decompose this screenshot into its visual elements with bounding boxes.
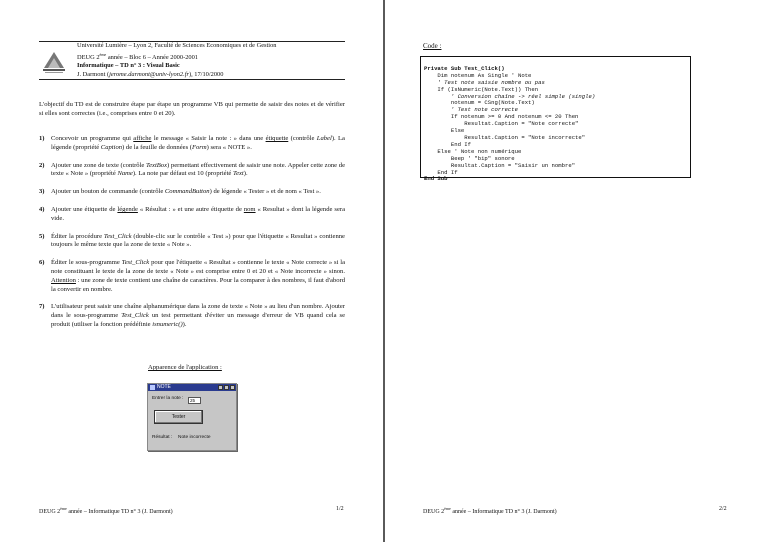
intro-paragraph: L'objectif du TD est de construire étape par étape un programme VB qui permette de saisir des notes et de vérifier si elles sont correctes (i.e., comprises entre 0 et 20).: [39, 101, 345, 117]
exercise-item: 1) Concevoir un programme qui affiche le message « Saisir la note : » dans une étiquette (contrôle Label). La légende (propriété Caption) de la feuille de données (Form) sera « NOTE ».: [39, 135, 345, 151]
minimize-icon[interactable]: [218, 385, 223, 390]
app-icon: [150, 385, 155, 390]
item-number: 4): [39, 205, 45, 213]
code-line: Resultat.Caption = "Saisir un nombre": [424, 161, 576, 169]
result-label: Résultat :: [152, 435, 173, 440]
code-line: Private Sub Test_Click(): [424, 64, 505, 72]
exercise-item: 5) Éditer la procédure Test_Click (double-clic sur le contrôle « Test ») pour que l'étiquette « Resultat » contienne toujours le même texte que la zone de texte « Note ».: [39, 232, 345, 249]
code-line: ' Conversion chaîne -> réel simple (single): [424, 92, 596, 100]
code-line: notenum = CSng(Note.Text): [424, 99, 535, 107]
app-window: [147, 383, 237, 451]
footer-left: DEUG 2ème année – Informatique TD n° 3 (J. Darmont): [39, 506, 173, 515]
close-icon[interactable]: [230, 385, 235, 390]
result-value: Note incorrecte: [178, 435, 211, 440]
document-header: [39, 41, 345, 80]
author: J. Darmont (: [77, 70, 110, 78]
note-input[interactable]: 25: [188, 397, 201, 404]
item-number: 6): [39, 259, 45, 267]
header-line-3: Informatique – TD n° 3 : Visual Basic: [77, 62, 180, 70]
exercise-list: [39, 135, 345, 339]
tester-button[interactable]: Tester: [154, 410, 203, 424]
code-line: ' Test note saisie nombre ou pas: [424, 78, 545, 86]
item-number: 3): [39, 188, 45, 196]
window-controls: [218, 385, 235, 390]
email-link[interactable]: jerome.darmont@univ-lyon2.fr: [109, 70, 189, 78]
code-line: Resultat.Caption = "Note correcte": [424, 120, 579, 128]
app-caption: Apparence de l'application :: [148, 364, 222, 371]
code-block: [420, 56, 691, 183]
university-logo-icon: [40, 46, 68, 75]
exercise-item: 7) L'utilisateur peut saisir une chaîne alphanumérique dans la zone de texte « Note » au lieu d'un nombre. Ajouter dans le sous-programme Test_Click un test permettant d'éviter un message d'erreur de VB quand cela se produit (utiliser la fonction prédéfinie isnumeric()).: [39, 303, 346, 328]
app-titlebar[interactable]: [148, 384, 236, 391]
app-title: NOTE: [157, 384, 171, 390]
header-line-1: Université Lumière – Lyon 2, Faculté de Sciences Economiques et de Gestion: [77, 42, 277, 49]
item-number: 1): [39, 135, 45, 142]
page-1: [0, 0, 383, 542]
exercise-item: 4) Ajouter une étiquette de légende « Résultat : » et une autre étiquette de nom « Resultat » dont la légende sera vide.: [39, 205, 346, 222]
page-number: 2/2: [719, 506, 727, 512]
item-number: 5): [39, 232, 45, 240]
code-line: End If: [424, 140, 471, 148]
exercise-item: 3) Ajouter un bouton de commande (contrôle CommandButton) de légende « Tester » et de nom « Test ».: [39, 188, 321, 196]
code-line: End If: [424, 168, 458, 176]
page-number: 1/2: [336, 506, 344, 512]
exercise-item: 6) Éditer le sous-programme Test_Click pour que l'étiquette « Resultat » contienne le texte « Note correcte » si la note constituant le texte de la zone de texte « Note » est comprise entre 0 et 20 et « Note incorrecte » sinon. Attention : une zone de texte contient une chaîne de caractères. Pour la comparer à des nombres, il faut d'abord la convertir en nombre.: [39, 259, 345, 293]
item-number: 7): [39, 303, 45, 311]
header-line-2: DEUG 2ème année – Bloc 6 – Année 2000-2001: [77, 51, 198, 61]
code-line: If (IsNumeric(Note.Text)) Then: [424, 85, 539, 93]
code-line: Else: [424, 127, 465, 135]
code-line: ' Test note correcte: [424, 106, 518, 114]
code-line: Resultat.Caption = "Note incorrecte": [424, 133, 586, 141]
code-line: Beep ' "bip" sonore: [424, 154, 515, 162]
code-line: End Sub: [424, 175, 448, 183]
exercise-item: 2) Ajouter une zone de texte (contrôle TextBox) permettant effectivement de saisir une note. Appeler cette zone de texte « Note » (propriété Name). La note par défaut est 10 (propriété Text).: [39, 161, 345, 178]
header-line-4: [77, 71, 276, 80]
code-caption: Code :: [423, 42, 442, 50]
code-line: Else ' Note non numérique: [424, 147, 522, 155]
footer-left: DEUG 2ème année – Informatique TD n° 3 (J. Darmont): [423, 506, 557, 515]
header-text: [77, 42, 276, 80]
date: ), 17/10/2000: [188, 70, 224, 78]
page-2: [385, 0, 768, 542]
code-line: Dim notenum As Single ' Note: [424, 71, 532, 79]
prompt-label: Entrer la note :: [152, 396, 184, 401]
item-number: 2): [39, 161, 45, 169]
maximize-icon[interactable]: [224, 385, 229, 390]
code-line: If notenum >= 0 And notenum <= 20 Then: [424, 113, 579, 121]
